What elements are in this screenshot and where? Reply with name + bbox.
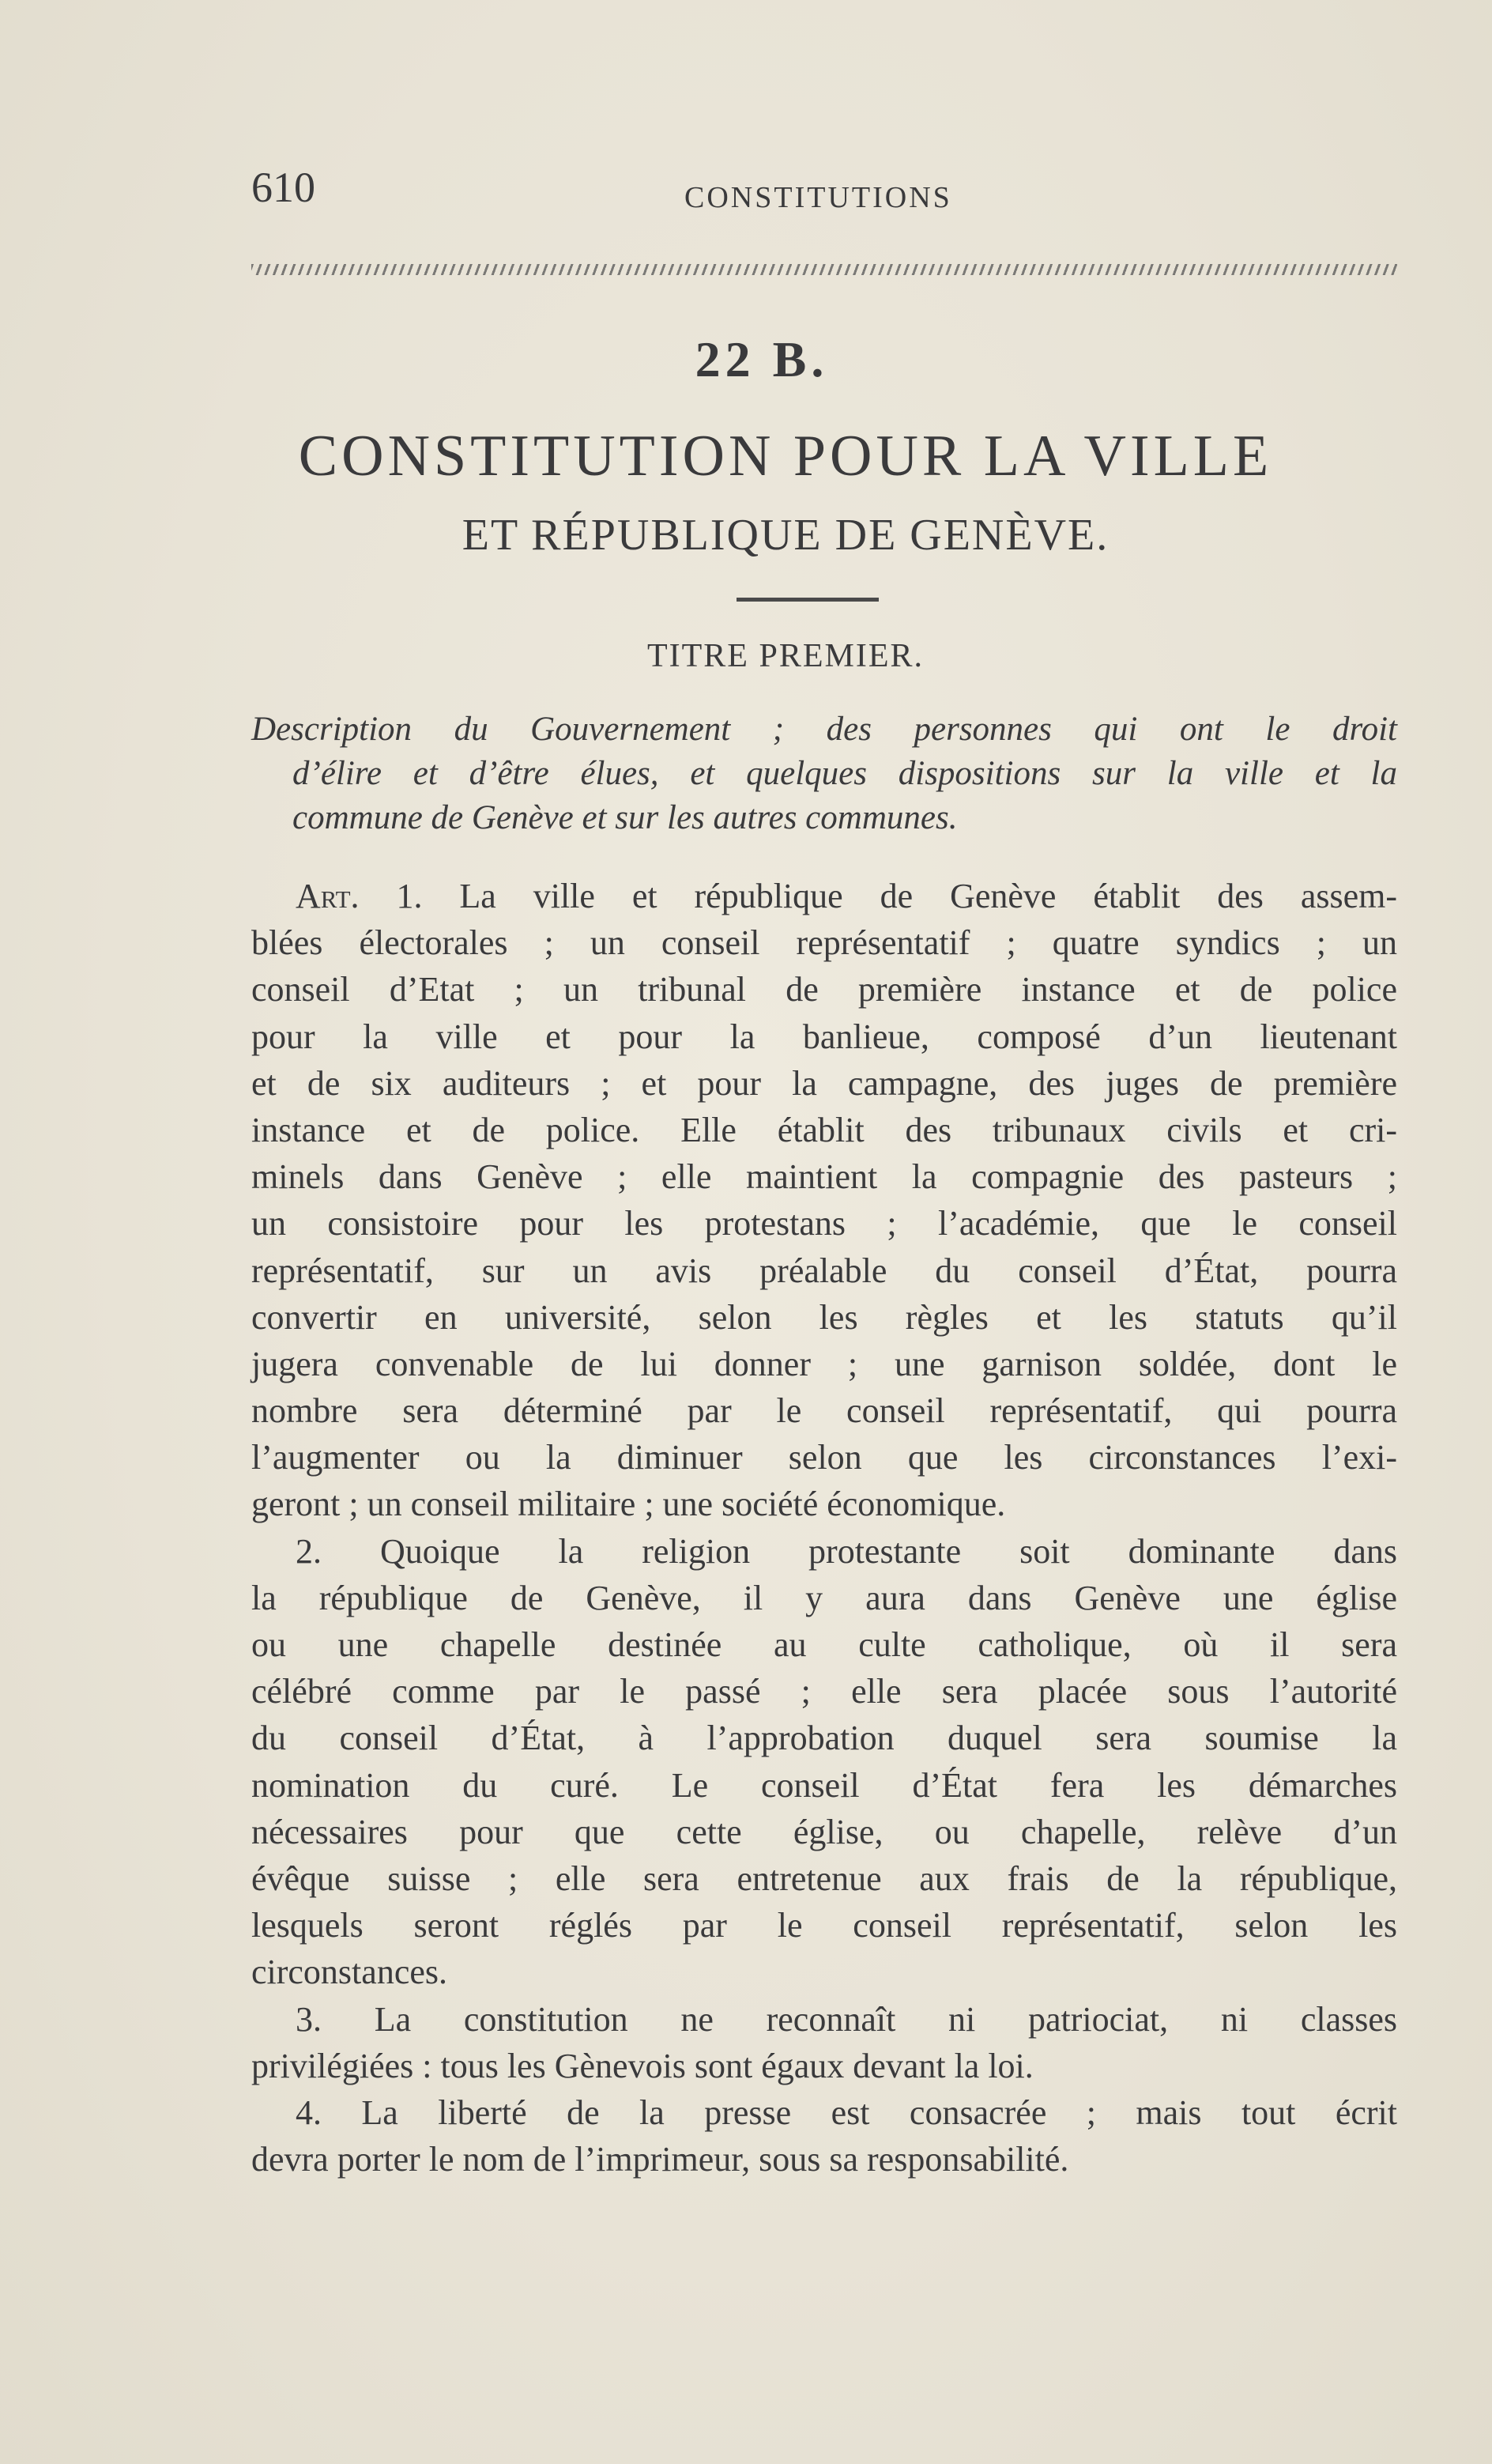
description-line: d’élire et d’être élues, et quelques dispositions sur la ville et la: [292, 755, 1397, 792]
text-line: l’augmenter ou la diminuer selon que les circonstances l’exi-: [251, 1438, 1397, 1477]
text-line: évêque suisse ; elle sera entretenue aux frais de la république,: [251, 1858, 1397, 1898]
text-line: minels dans Genève ; elle maintient la compagnie des pasteurs ;: [251, 1157, 1397, 1197]
page-number: 610: [251, 164, 315, 211]
text-line: nomination du curé. Le conseil d’État fera les démarches: [251, 1765, 1397, 1805]
text-line: circonstances.: [251, 1953, 447, 1992]
text-line: [251, 873, 1397, 919]
titre-heading: TITRE PREMIER.: [647, 638, 924, 674]
text-line: représentatif, sur un avis préalable du conseil d’État, pourra: [251, 1251, 1397, 1290]
text-line: et de six auditeurs ; et pour la campagne, des juges de première: [251, 1063, 1397, 1103]
text-line: privilégiées : tous les Gènevois sont égaux devant la loi.: [251, 2046, 1034, 2085]
description-line: commune de Genève et sur les autres communes.: [292, 799, 958, 836]
titre-description: [251, 708, 1397, 840]
text-line: lesquels seront réglés par le conseil représentatif, selon les: [251, 1906, 1397, 1945]
text-line: célébré comme par le passé ; elle sera placée sous l’autorité: [251, 1672, 1397, 1711]
text-line: devra porter le nom de l’imprimeur, sous sa responsabilité.: [251, 2140, 1069, 2179]
text-line: ou une chapelle destinée au culte catholique, où il sera: [251, 1625, 1397, 1664]
section-number: 22 B.: [695, 331, 829, 387]
description-line: Description du Gouvernement ; des personnes qui ont le droit: [251, 711, 1397, 748]
article-label: Art. 1.: [296, 877, 423, 915]
chapter-title: CONSTITUTION POUR LA VILLE: [298, 424, 1273, 489]
articles-text: [251, 873, 1397, 2183]
text-line: 2. Quoique la religion protestante soit dominante dans: [296, 1531, 1397, 1571]
text-line: 3. La constitution ne reconnaît ni patriociat, ni classes: [296, 1999, 1397, 2039]
text-line: un consistoire pour les protestans ; l’académie, que le conseil: [251, 1204, 1397, 1243]
title-divider: [737, 598, 879, 602]
text-line: la république de Genève, il y aura dans Genève une église: [251, 1578, 1397, 1617]
text-line: blées électorales ; un conseil représentatif ; quatre syndics ; un: [251, 923, 1397, 963]
text-line: geront ; un conseil militaire ; une société économique.: [251, 1485, 1006, 1524]
text-line: 4. La liberté de la presse est consacrée ; mais tout écrit: [296, 2092, 1397, 2132]
text-line: convertir en université, selon les règles et les statuts qu’il: [251, 1297, 1397, 1337]
text-line-content: La ville et république de Genève établit des assem-: [459, 877, 1397, 915]
text-line: nécessaires pour que cette église, ou chapelle, relève d’un: [251, 1812, 1397, 1851]
text-line: du conseil d’État, à l’approbation duquel sera soumise la: [251, 1719, 1397, 1758]
chapter-subtitle: ET RÉPUBLIQUE DE GENÈVE.: [462, 511, 1110, 560]
text-line: instance et de police. Elle établit des tribunaux civils et cri-: [251, 1110, 1397, 1149]
running-head: [251, 163, 1405, 226]
text-line: pour la ville et pour la banlieue, composé d’un lieutenant: [251, 1017, 1397, 1056]
text-line: conseil d’Etat ; un tribunal de première instance et de police: [251, 970, 1397, 1009]
text-line: nombre sera déterminé par le conseil représentatif, qui pourra: [251, 1391, 1397, 1431]
ornamental-rule: [251, 264, 1397, 275]
running-title: CONSTITUTIONS: [684, 181, 952, 214]
text-line: jugera convenable de lui donner ; une garnison soldée, dont le: [251, 1344, 1397, 1383]
